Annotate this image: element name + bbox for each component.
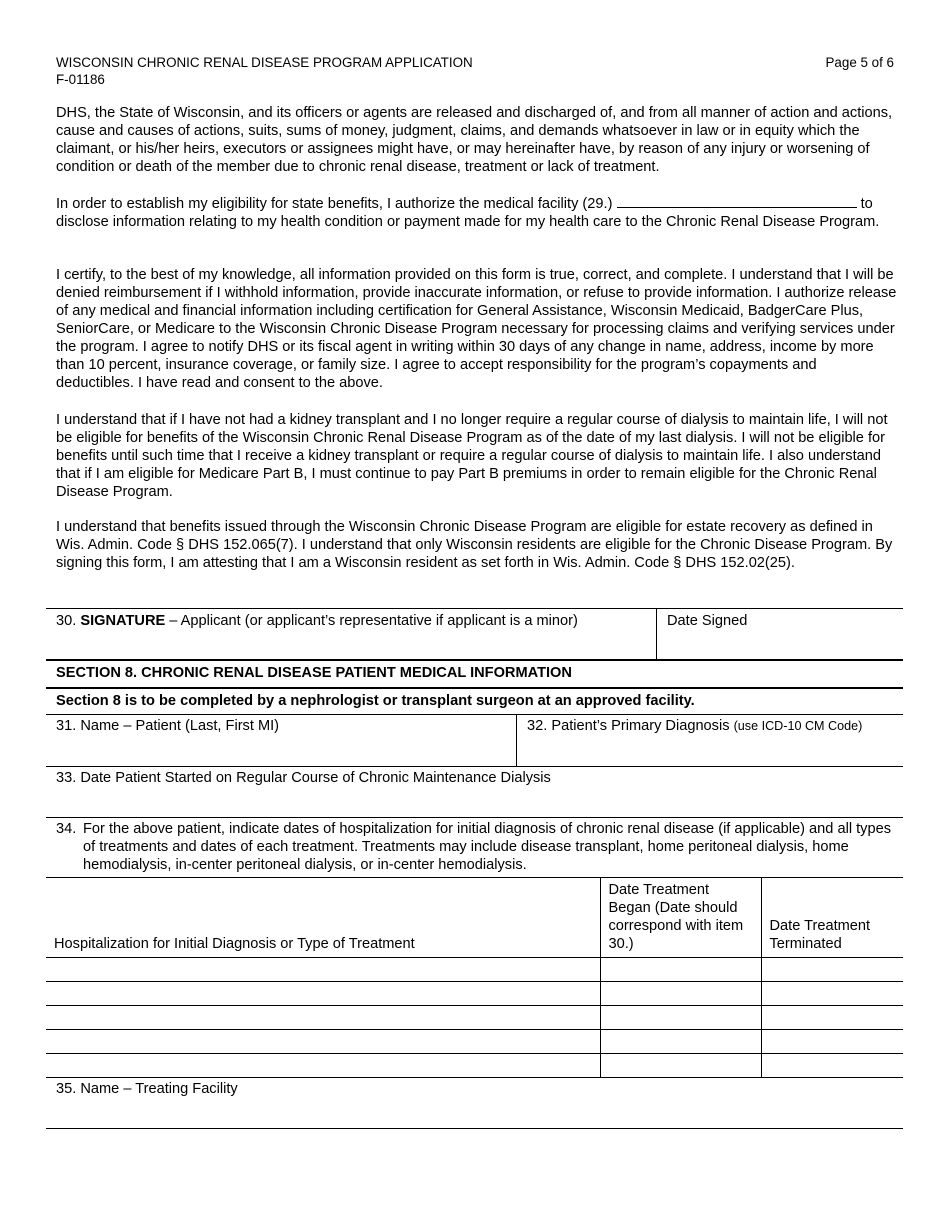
patient-name-field[interactable] bbox=[46, 715, 516, 766]
date-terminated-cell[interactable] bbox=[761, 1005, 903, 1029]
date-terminated-cell[interactable] bbox=[761, 1029, 903, 1053]
form-number: F-01186 bbox=[56, 71, 105, 87]
treating-facility-row bbox=[46, 1078, 903, 1129]
date-terminated-cell[interactable] bbox=[761, 1053, 903, 1077]
treatment-type-cell[interactable] bbox=[46, 1005, 600, 1029]
form-title: WISCONSIN CHRONIC RENAL DISEASE PROGRAM APPLICATION bbox=[56, 55, 473, 70]
treatment-table-header bbox=[46, 878, 903, 957]
field-34-instructions: For the above patient, indicate dates of hospitalization for initial diagnosis of chronic renal disease (if applicable) and all types of treatments and dates of each treatment. Treatments may include disease transplant, home peritoneal dialysis, home hemodialysis, in-center peritoneal dialysis, or in-center hemodialysis. bbox=[83, 821, 891, 873]
table-row bbox=[46, 1053, 903, 1077]
treatment-type-cell[interactable] bbox=[46, 1029, 600, 1053]
section-8-instruction: Section 8 is to be completed by a nephrologist or transplant surgeon at an approved facility. bbox=[56, 693, 695, 709]
signature-label: SIGNATURE bbox=[80, 613, 166, 629]
dialysis-start-row bbox=[46, 767, 903, 818]
treatment-type-cell[interactable] bbox=[46, 957, 600, 981]
date-began-cell[interactable] bbox=[600, 1005, 761, 1029]
page-number: Page 5 of 6 bbox=[825, 55, 894, 70]
table-row bbox=[46, 1005, 903, 1029]
signature-field[interactable] bbox=[46, 609, 656, 659]
primary-diagnosis-field[interactable] bbox=[516, 715, 903, 766]
table-row bbox=[46, 981, 903, 1005]
column-header-treatment-type: Hospitalization for Initial Diagnosis or Type of Treatment bbox=[46, 878, 600, 957]
treatment-type-cell[interactable] bbox=[46, 981, 600, 1005]
column-header-date-terminated: Date Treatment Terminated bbox=[761, 878, 903, 957]
date-began-cell[interactable] bbox=[600, 957, 761, 981]
certification-paragraph: I certify, to the best of my knowledge, all information provided on this form is true, correct, and complete. I understand that I will be denied reimbursement if I withhold information, provide inaccurate information, or refuse to provide information. I authorize release of any medical and financial information including certification for General Assistance, Wisconsin Medicaid, BadgerCare Plus, SeniorCare, or Medicare to the Wisconsin Chronic Disease Program necessary for processing claims and verifying services under the program. I agree to notify DHS or its fiscal agent in writing within 30 days of any change in name, address, income by more than 10 percent, insurance coverage, or family size. I agree to accept responsibility for the program’s copayments and deductibles. I have read and consent to the above. bbox=[56, 267, 897, 391]
table-row bbox=[46, 1029, 903, 1053]
authorization-text-start: In order to establish my eligibility for state benefits, I authorize the medical facility (29.) bbox=[56, 196, 613, 212]
primary-diagnosis-note: (use ICD-10 CM Code) bbox=[733, 719, 863, 733]
form-header bbox=[56, 55, 473, 88]
signature-row bbox=[46, 609, 903, 661]
dialysis-start-label: 33. Date Patient Started on Regular Course of Chronic Maintenance Dialysis bbox=[56, 770, 551, 786]
date-signed-field[interactable] bbox=[656, 609, 903, 659]
primary-diagnosis-label: 32. Patient’s Primary Diagnosis bbox=[527, 718, 730, 734]
section-8-instruction-row bbox=[46, 689, 903, 715]
signature-number: 30. bbox=[56, 613, 77, 629]
column-header-date-began: Date Treatment Began (Date should correspond with item 30.) bbox=[600, 878, 761, 957]
treatment-type-cell[interactable] bbox=[46, 1053, 600, 1077]
signature-block bbox=[46, 608, 903, 661]
date-began-cell[interactable] bbox=[600, 981, 761, 1005]
date-signed-label: Date Signed bbox=[667, 613, 748, 629]
dialysis-start-field[interactable] bbox=[46, 767, 903, 817]
date-terminated-cell[interactable] bbox=[761, 981, 903, 1005]
signature-label-detail: – Applicant (or applicant’s representative if applicant is a minor) bbox=[169, 613, 578, 629]
section-8-title-row bbox=[46, 660, 903, 689]
release-paragraph: DHS, the State of Wisconsin, and its officers or agents are released and discharged of, and from all manner of action and actions, cause and causes of actions, suits, sums of money, judgment, claims, and demands whatsoever in law or in equity which the claimant, or his/her heirs, executors or assignees might have, or may hereinafter have, by reason of any injury or worsening of condition or death of the member due to chronic renal disease, treatment or lack of treatment. bbox=[56, 105, 893, 175]
patient-name-label: 31. Name – Patient (Last, First MI) bbox=[56, 718, 280, 734]
estate-recovery-paragraph: I understand that benefits issued through the Wisconsin Chronic Disease Program are eligible for estate recovery as defined in Wis. Admin. Code § DHS 152.065(7). I understand that only Wisconsin residents are eligible for the Chronic Disease Program. By signing this form, I am attesting that I am a Wisconsin resident as set forth in Wis. Admin. Code § DHS 152.02(25). bbox=[56, 519, 893, 571]
treating-facility-field[interactable] bbox=[46, 1078, 903, 1128]
section-8 bbox=[46, 660, 903, 1129]
field-34-number: 34. bbox=[56, 821, 77, 837]
treatment-instructions-row bbox=[46, 818, 903, 878]
section-8-title: SECTION 8. CHRONIC RENAL DISEASE PATIENT MEDICAL INFORMATION bbox=[56, 665, 572, 681]
medical-facility-field[interactable] bbox=[617, 195, 857, 208]
date-terminated-cell[interactable] bbox=[761, 957, 903, 981]
treatment-table bbox=[46, 878, 903, 1078]
transplant-paragraph: I understand that if I have not had a kidney transplant and I no longer require a regular course of dialysis to maintain life, I will not be eligible for benefits of the Wisconsin Chronic Renal Disease Program as of the date of my last dialysis. I will not be eligible for benefits until such time that I receive a kidney transplant or require a regular course of dialysis to maintain life. I also understand that if I am eligible for Medicare Part B, I must continue to pay Part B premiums in order to remain eligible for the Chronic Renal Disease Program. bbox=[56, 412, 888, 500]
date-began-cell[interactable] bbox=[600, 1029, 761, 1053]
patient-info-row bbox=[46, 715, 903, 767]
treating-facility-label: 35. Name – Treating Facility bbox=[56, 1080, 238, 1097]
date-began-cell[interactable] bbox=[600, 1053, 761, 1077]
authorization-paragraph bbox=[56, 195, 898, 231]
authorization-text-end: to disclose information relating to my health condition or payment made for my health care to the Chronic Renal Disease Program. bbox=[56, 196, 880, 230]
table-row bbox=[46, 957, 903, 981]
